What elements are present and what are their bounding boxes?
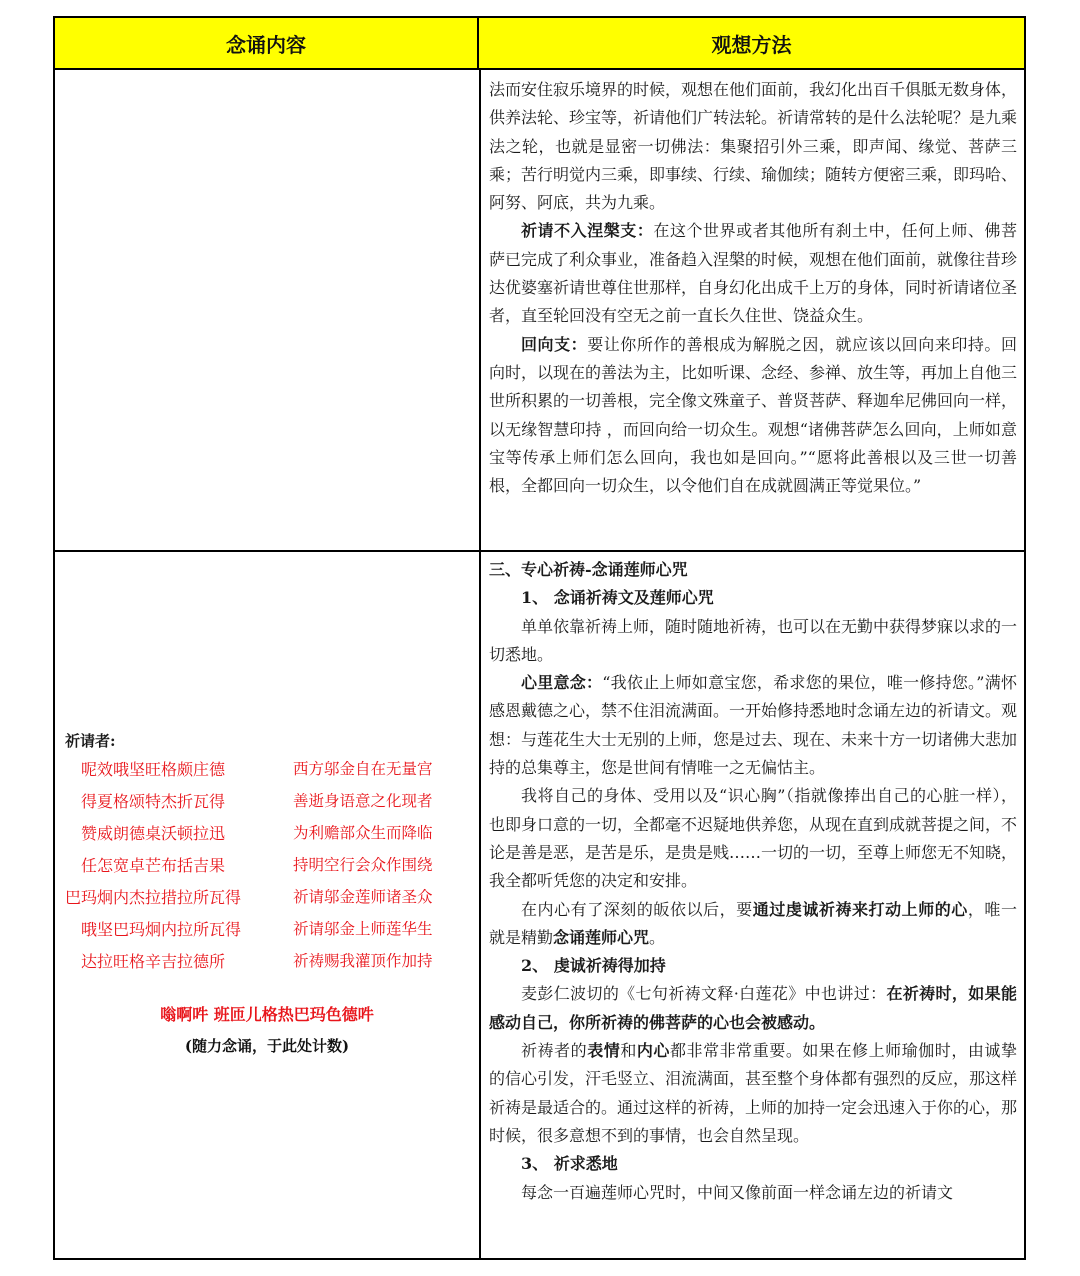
subsection-title: 2、 虔诚祈祷得加持 <box>521 956 666 976</box>
paragraph-text: 法而安住寂乐境界的时候，观想在他们面前，我幻化出百千俱胝无数身体，供养法轮、珍宝等，祈请他们广转法轮。祈请常转的是什么法轮呢？是九乘法之轮，也就是显密一切佛法：集聚招引外三乘，即声闻、缘觉、菩萨三乘；苦行明觉内三乘，即事续、行续、瑜伽续；随转方便密三乘，即玛哈、阿努、阿底，共为九乘。 <box>489 80 1017 213</box>
paragraph-dedication <box>489 331 1017 501</box>
text-run: ，唯一就是精勤 <box>489 899 1017 947</box>
verse-phonetic: 巴玛炯内杰拉措拉所瓦得 <box>65 888 242 907</box>
text-run: 。 <box>649 927 666 947</box>
paragraph-heading: 祈请不入涅槃支： <box>521 221 654 241</box>
paragraph-text: “我依止上师如意宝您，希求您的果位，唯一修持您。”满怀感恩戴德之心，禁不住泪流满面。一开始修持悉地时念诵左边的祈请文。观想：与莲花生大士无别的上师，您是过去、现在、未来十方一切诸佛大悲加持的总集尊主，您是世间有情唯一之无偏怙主。 <box>489 673 1017 778</box>
verse-phonetic: 赞威朗德桌沃顿拉迅 <box>81 824 226 843</box>
paragraph-devotion <box>489 896 1017 953</box>
emphasis-text: 表情 <box>587 1041 621 1061</box>
practice-table <box>53 16 1026 1260</box>
recitation-note: (随力念诵，于此处计数) <box>184 1037 350 1055</box>
verse-translation: 祈请邬金莲师诸圣众 <box>293 888 433 906</box>
emphasis-text: 在祈祷时，如果能感动自己，你所祈祷的佛菩萨的心也会被感动。 <box>489 984 1017 1032</box>
verse-translation: 善逝身语意之化现者 <box>293 792 433 810</box>
prayer-verses <box>65 759 469 972</box>
paragraph-text: 每念一百遍莲师心咒时，中间又像前面一样念诵左边的祈请文 <box>521 1182 954 1202</box>
paragraph-expression <box>489 1037 1017 1150</box>
emphasis-text: 念诵莲师心咒 <box>553 927 650 947</box>
text-run: 都非常非常重要。如果在修上师瑜伽时，由诚挚的信心引发，汗毛竖立、泪流满面，甚至整个身体都有强烈的反应，那这样祈祷是最适合的。通过这样的祈祷，上师的加持一定会迅速入于你的心，那时候，很多意想不到的事情，也会自然呈现。 <box>489 1041 1017 1145</box>
verse-phonetic: 哦坚巴玛炯内拉所瓦得 <box>81 920 242 939</box>
heart-mantra: 嗡啊吽 班匝儿格热巴玛色德吽 <box>160 1005 374 1024</box>
text-run: 和 <box>620 1041 637 1061</box>
row2-recitation-cell <box>65 730 469 1056</box>
text-run: 在内心有了深刻的皈依以后，要 <box>521 899 753 919</box>
paragraph-heading: 回向支： <box>521 334 588 354</box>
column-header-recitation: 念诵内容 <box>55 18 479 70</box>
verse-translation: 西方邬金自在无量宫 <box>293 760 433 778</box>
paragraph-text: 单单依靠祈祷上师，随时随地祈祷，也可以在无勤中获得梦寐以求的一切悉地。 <box>489 616 1017 664</box>
emphasis-text: 内心 <box>636 1041 670 1061</box>
row1-visualization-cell <box>489 76 1017 548</box>
verse-translation: 持明空行会众作围绕 <box>293 856 433 874</box>
text-run: 祈祷者的 <box>521 1041 588 1061</box>
row2-visualization-cell <box>489 556 1017 1258</box>
verse-translation: 祈请邬金上师莲华生 <box>293 920 433 938</box>
verse-translation: 祈祷赐我灌顶作加持 <box>293 952 433 970</box>
column-header-visualization: 观想方法 <box>479 18 1024 70</box>
verse-translation: 为利赡部众生而降临 <box>293 824 433 842</box>
verse-phonetic: 得夏格颂特杰折瓦得 <box>81 792 226 811</box>
paragraph-request-not-nirvana <box>489 217 1017 330</box>
subsection-title: 1、 念诵祈祷文及莲师心咒 <box>521 588 714 608</box>
paragraph-dharma-wheel <box>489 76 1017 217</box>
column-divider <box>479 70 481 1258</box>
paragraph-offering: 我将自己的身体、受用以及“识心胸”（指就像捧出自己的心脏一样），也即身口意的一切，全都毫不迟疑地供养您，从现在直到成就菩提之间，不论是善是恶，是苦是乐，是贵是贱……一切的一切，至尊上师您无不知晓，我全都听凭您的决定和安排。 <box>489 786 1017 891</box>
text-run: 麦彭仁波切的《七句祈祷文释·白莲花》中也讲过： <box>521 984 887 1004</box>
verse-phonetic: 呢效哦坚旺格颇庄德 <box>81 760 226 779</box>
verse-phonetic: 达拉旺格辛吉拉德所 <box>81 952 226 971</box>
row-divider <box>55 550 1024 552</box>
paragraph-mind-intention <box>489 669 1017 782</box>
subsection-title: 3、 祈求悉地 <box>521 1154 618 1174</box>
paragraph-text: 要让你所作的善根成为解脱之因，就应该以回向来印持。回向时，以现在的善法为主，比如听课、念经、参禅、放生等，再加上自他三世所积累的一切善根，完全像文殊童子、普贤菩萨、释迦牟尼佛回向一样，以无缘智慧印持 ，而回向给一切众生。观想“诸佛菩萨怎么回向，上师如意宝等传承上师们怎么回向，我也如是回向。”“愿将此善根以及三世一切善根，全都回向一切众生，以令他们自在成就圆满正等觉果位。” <box>489 334 1017 496</box>
verse-phonetic: 任怎宽卓芒布括吉果 <box>81 856 226 875</box>
paragraph-heading: 心里意念： <box>521 673 603 693</box>
requester-label: 祈请者: <box>65 732 116 750</box>
paragraph-text: 在这个世界或者其他所有刹土中，任何上师、佛菩萨已完成了利众事业，准备趋入涅槃的时候，观想在他们面前，就像往昔珍达优婆塞祈请世尊住世那样，自身幻化出成千上万的身体，同时祈请诸位圣者，直至轮回没有空无之前一直长久住世、饶益众生。 <box>489 221 1017 326</box>
section-title: 三、专心祈祷-念诵莲师心咒 <box>489 560 688 579</box>
emphasis-text: 通过虔诚祈祷来打动上师的心 <box>752 899 968 919</box>
paragraph-mipham-quote <box>489 980 1017 1037</box>
